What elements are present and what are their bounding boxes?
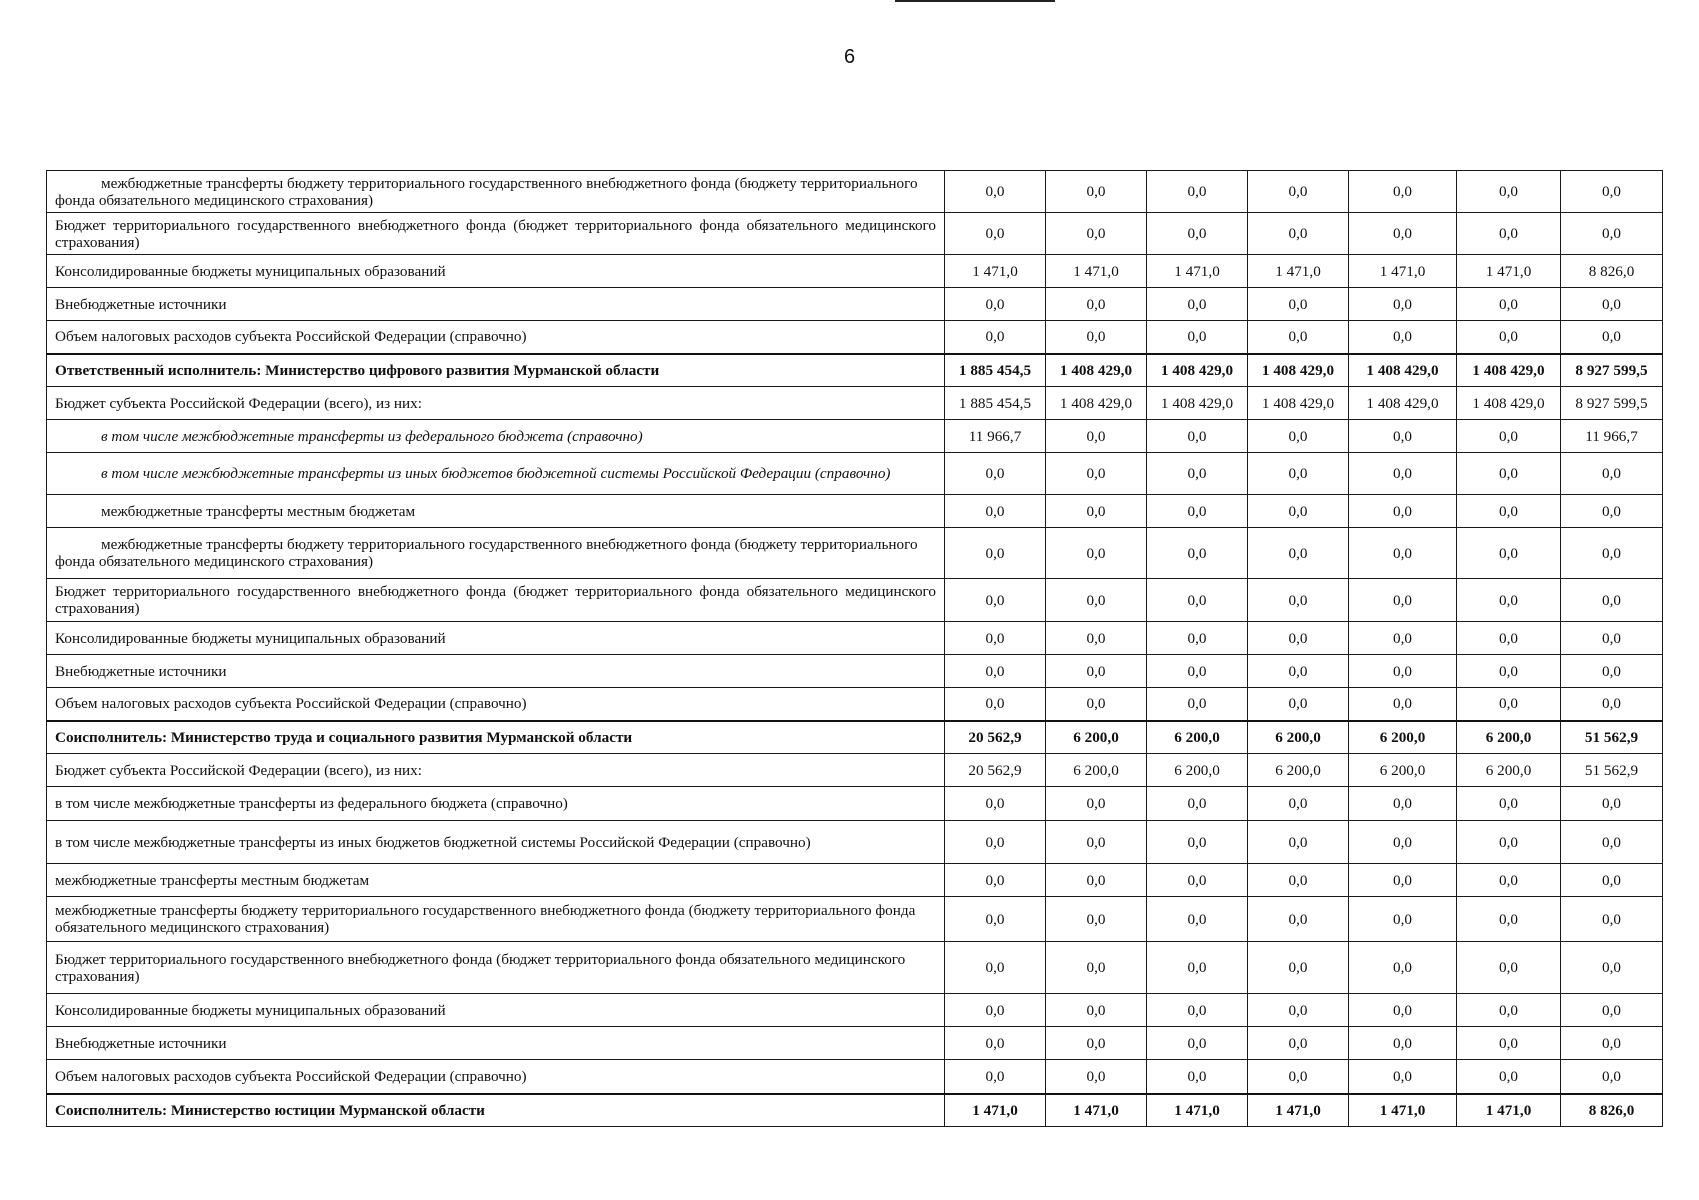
table-row: [47, 994, 1663, 1027]
row-label: Внебюджетные источники: [47, 1027, 945, 1060]
table-row: [47, 579, 1663, 622]
row-value-cell: 0,0: [1248, 864, 1349, 897]
row-value-cell: 0,0: [1457, 655, 1561, 688]
row-total-cell: 0,0: [1561, 213, 1663, 255]
row-value-cell: 0,0: [1248, 942, 1349, 994]
row-total-cell: 8 826,0: [1561, 255, 1663, 288]
row-label: в том числе межбюджетные трансферты из иных бюджетов бюджетной системы Российской Федерации (справочно): [47, 821, 945, 864]
row-value-cell: 1 408 429,0: [1046, 354, 1147, 387]
row-value-cell: 0,0: [1248, 213, 1349, 255]
row-value-cell: 0,0: [1046, 622, 1147, 655]
row-value-cell: 0,0: [945, 688, 1046, 721]
row-value-cell: 0,0: [945, 495, 1046, 528]
row-value-cell: 0,0: [1147, 897, 1248, 942]
row-value-cell: 0,0: [945, 821, 1046, 864]
row-value-cell: 1 408 429,0: [1248, 387, 1349, 420]
row-value-cell: 0,0: [1046, 321, 1147, 354]
row-value-cell: 0,0: [1046, 994, 1147, 1027]
page-number: 6: [843, 46, 856, 68]
row-value-cell: 0,0: [1248, 994, 1349, 1027]
row-value-cell: 0,0: [945, 897, 1046, 942]
row-total-cell: 0,0: [1561, 1060, 1663, 1094]
row-value-cell: 0,0: [1248, 171, 1349, 213]
row-value-cell: 0,0: [1248, 655, 1349, 688]
row-value-cell: 0,0: [1349, 453, 1457, 495]
table-row: [47, 288, 1663, 321]
row-value-cell: 1 408 429,0: [1349, 387, 1457, 420]
table-row: [47, 255, 1663, 288]
table-row: [47, 655, 1663, 688]
row-label: Соисполнитель: Министерство труда и социального развития Мурманской области: [47, 721, 945, 754]
table-row: [47, 528, 1663, 579]
table-row: [47, 688, 1663, 721]
row-value-cell: 0,0: [1147, 821, 1248, 864]
table-row: [47, 787, 1663, 821]
row-label: межбюджетные трансферты местным бюджетам: [47, 864, 945, 897]
budget-table: [46, 170, 1663, 1127]
row-value-cell: 0,0: [945, 622, 1046, 655]
row-value-cell: 0,0: [1046, 864, 1147, 897]
row-value-cell: 6 200,0: [1147, 754, 1248, 787]
row-value-cell: 0,0: [1147, 528, 1248, 579]
row-value-cell: 0,0: [1248, 688, 1349, 721]
row-value-cell: 6 200,0: [1457, 754, 1561, 787]
row-value-cell: 0,0: [1349, 622, 1457, 655]
row-value-cell: 0,0: [1248, 622, 1349, 655]
row-value-cell: 1 408 429,0: [1147, 387, 1248, 420]
row-value-cell: 1 885 454,5: [945, 354, 1046, 387]
row-value-cell: 0,0: [945, 864, 1046, 897]
row-value-cell: 0,0: [1457, 688, 1561, 721]
row-label: Внебюджетные источники: [47, 655, 945, 688]
row-value-cell: 0,0: [1248, 453, 1349, 495]
row-label: Бюджет субъекта Российской Федерации (всего), из них:: [47, 754, 945, 787]
row-value-cell: 0,0: [1457, 420, 1561, 453]
row-value-cell: 0,0: [1457, 453, 1561, 495]
row-value-cell: 0,0: [1248, 321, 1349, 354]
row-value-cell: 0,0: [1457, 579, 1561, 622]
row-value-cell: 0,0: [1046, 579, 1147, 622]
row-value-cell: 0,0: [1457, 622, 1561, 655]
table-row: [47, 321, 1663, 354]
row-value-cell: 0,0: [1147, 942, 1248, 994]
row-value-cell: 0,0: [1349, 897, 1457, 942]
row-value-cell: 0,0: [1147, 688, 1248, 721]
table-row: [47, 622, 1663, 655]
row-value-cell: 0,0: [945, 213, 1046, 255]
row-value-cell: 0,0: [1147, 655, 1248, 688]
row-value-cell: 0,0: [1248, 495, 1349, 528]
row-label: Бюджет субъекта Российской Федерации (всего), из них:: [47, 387, 945, 420]
row-value-cell: 0,0: [1349, 1060, 1457, 1094]
row-value-cell: 0,0: [1457, 495, 1561, 528]
row-label: Ответственный исполнитель: Министерство цифрового развития Мурманской области: [47, 354, 945, 387]
row-total-cell: 0,0: [1561, 453, 1663, 495]
row-total-cell: 0,0: [1561, 171, 1663, 213]
row-value-cell: 1 408 429,0: [1457, 354, 1561, 387]
row-value-cell: 1 471,0: [1349, 1094, 1457, 1127]
row-value-cell: 0,0: [1147, 495, 1248, 528]
row-value-cell: 0,0: [945, 994, 1046, 1027]
row-value-cell: 0,0: [1248, 288, 1349, 321]
row-value-cell: 0,0: [1046, 655, 1147, 688]
table-row: [47, 387, 1663, 420]
row-label: Бюджет территориального государственного внебюджетного фонда (бюджет территориального фонда обязательного медицинского страхования): [47, 942, 945, 994]
row-value-cell: 0,0: [1248, 1060, 1349, 1094]
row-total-cell: 8 826,0: [1561, 1094, 1663, 1127]
row-value-cell: 0,0: [1248, 1027, 1349, 1060]
row-total-cell: 0,0: [1561, 495, 1663, 528]
row-value-cell: 0,0: [1147, 579, 1248, 622]
row-label: в том числе межбюджетные трансферты из иных бюджетов бюджетной системы Российской Федерации (справочно): [47, 453, 945, 495]
row-value-cell: 1 471,0: [1046, 1094, 1147, 1127]
row-value-cell: 6 200,0: [1248, 721, 1349, 754]
row-value-cell: 1 408 429,0: [1147, 354, 1248, 387]
table-row: [47, 821, 1663, 864]
row-value-cell: 11 966,7: [945, 420, 1046, 453]
row-value-cell: 0,0: [1248, 528, 1349, 579]
table-row: [47, 213, 1663, 255]
row-total-cell: 51 562,9: [1561, 754, 1663, 787]
row-value-cell: 1 471,0: [1147, 1094, 1248, 1127]
row-value-cell: 0,0: [1349, 288, 1457, 321]
row-total-cell: 0,0: [1561, 787, 1663, 821]
row-value-cell: 1 408 429,0: [1248, 354, 1349, 387]
row-value-cell: 0,0: [1248, 420, 1349, 453]
row-label: Внебюджетные источники: [47, 288, 945, 321]
row-label: Консолидированные бюджеты муниципальных образований: [47, 622, 945, 655]
row-value-cell: 0,0: [1046, 942, 1147, 994]
row-value-cell: 0,0: [1046, 688, 1147, 721]
row-value-cell: 0,0: [1046, 495, 1147, 528]
row-value-cell: 0,0: [1046, 453, 1147, 495]
row-value-cell: 0,0: [1147, 1060, 1248, 1094]
row-value-cell: 1 471,0: [1349, 255, 1457, 288]
row-value-cell: 0,0: [1457, 528, 1561, 579]
row-value-cell: 6 200,0: [1349, 721, 1457, 754]
table-row: [47, 754, 1663, 787]
table-row: [47, 495, 1663, 528]
row-value-cell: 0,0: [1147, 994, 1248, 1027]
row-value-cell: 0,0: [1349, 1027, 1457, 1060]
row-value-cell: 0,0: [1147, 420, 1248, 453]
row-label: Объем налоговых расходов субъекта Российской Федерации (справочно): [47, 321, 945, 354]
row-value-cell: 1 408 429,0: [1349, 354, 1457, 387]
row-value-cell: 1 471,0: [1248, 255, 1349, 288]
row-value-cell: 0,0: [945, 787, 1046, 821]
row-total-cell: 0,0: [1561, 821, 1663, 864]
row-value-cell: 6 200,0: [1248, 754, 1349, 787]
row-value-cell: 0,0: [945, 1060, 1046, 1094]
row-label: межбюджетные трансферты местным бюджетам: [47, 495, 945, 528]
row-value-cell: 0,0: [1046, 1027, 1147, 1060]
row-value-cell: 0,0: [1349, 864, 1457, 897]
row-value-cell: 0,0: [1349, 321, 1457, 354]
row-value-cell: 0,0: [1248, 579, 1349, 622]
table-row: [47, 1027, 1663, 1060]
budget-table-body: [47, 171, 1663, 1127]
row-label: Консолидированные бюджеты муниципальных образований: [47, 255, 945, 288]
row-total-cell: 0,0: [1561, 579, 1663, 622]
table-row: [47, 354, 1663, 387]
row-total-cell: 11 966,7: [1561, 420, 1663, 453]
row-value-cell: 6 200,0: [1147, 721, 1248, 754]
row-total-cell: 0,0: [1561, 994, 1663, 1027]
row-value-cell: 0,0: [1349, 495, 1457, 528]
row-value-cell: 0,0: [1046, 171, 1147, 213]
row-value-cell: 1 471,0: [1248, 1094, 1349, 1127]
row-value-cell: 0,0: [1147, 453, 1248, 495]
row-label: Консолидированные бюджеты муниципальных образований: [47, 994, 945, 1027]
row-value-cell: 0,0: [1457, 1060, 1561, 1094]
row-label: Соисполнитель: Министерство юстиции Мурманской области: [47, 1094, 945, 1127]
row-value-cell: 0,0: [1349, 942, 1457, 994]
row-value-cell: 0,0: [1457, 897, 1561, 942]
row-total-cell: 0,0: [1561, 864, 1663, 897]
row-value-cell: 0,0: [1349, 688, 1457, 721]
row-value-cell: 0,0: [1147, 864, 1248, 897]
row-value-cell: 0,0: [1349, 579, 1457, 622]
row-value-cell: 6 200,0: [1046, 754, 1147, 787]
table-row: [47, 864, 1663, 897]
row-value-cell: 0,0: [1046, 528, 1147, 579]
row-value-cell: 0,0: [1349, 420, 1457, 453]
row-value-cell: 0,0: [1147, 1027, 1248, 1060]
row-value-cell: 0,0: [1349, 655, 1457, 688]
row-label: межбюджетные трансферты бюджету территориального государственного внебюджетного фонда (бюджету территориального фонда обязательного медицинского страхования): [47, 897, 945, 942]
row-total-cell: 0,0: [1561, 288, 1663, 321]
row-value-cell: 0,0: [1248, 821, 1349, 864]
row-value-cell: 0,0: [1147, 288, 1248, 321]
row-value-cell: 0,0: [1147, 321, 1248, 354]
row-value-cell: 0,0: [1457, 171, 1561, 213]
row-value-cell: 0,0: [945, 579, 1046, 622]
row-value-cell: 0,0: [1147, 787, 1248, 821]
row-value-cell: 6 200,0: [1349, 754, 1457, 787]
row-total-cell: 51 562,9: [1561, 721, 1663, 754]
row-total-cell: 8 927 599,5: [1561, 387, 1663, 420]
row-value-cell: 0,0: [1147, 171, 1248, 213]
row-value-cell: 1 471,0: [1046, 255, 1147, 288]
table-row: [47, 420, 1663, 453]
table-row: [47, 897, 1663, 942]
row-total-cell: 0,0: [1561, 1027, 1663, 1060]
row-value-cell: 0,0: [945, 321, 1046, 354]
row-value-cell: 0,0: [1046, 213, 1147, 255]
row-value-cell: 0,0: [945, 655, 1046, 688]
row-value-cell: 0,0: [1349, 171, 1457, 213]
row-value-cell: 0,0: [1046, 821, 1147, 864]
row-value-cell: 0,0: [1046, 288, 1147, 321]
row-label: в том числе межбюджетные трансферты из федерального бюджета (справочно): [47, 420, 945, 453]
table-row: [47, 453, 1663, 495]
row-value-cell: 0,0: [1147, 622, 1248, 655]
row-value-cell: 0,0: [1046, 897, 1147, 942]
row-label: Объем налоговых расходов субъекта Российской Федерации (справочно): [47, 1060, 945, 1094]
row-value-cell: 0,0: [1349, 994, 1457, 1027]
row-total-cell: 0,0: [1561, 688, 1663, 721]
row-value-cell: 0,0: [945, 1027, 1046, 1060]
row-value-cell: 0,0: [1457, 1027, 1561, 1060]
table-row: [47, 942, 1663, 994]
table-row: [47, 721, 1663, 754]
row-value-cell: 0,0: [1046, 787, 1147, 821]
row-value-cell: 0,0: [1457, 321, 1561, 354]
row-value-cell: 20 562,9: [945, 754, 1046, 787]
row-total-cell: 8 927 599,5: [1561, 354, 1663, 387]
row-value-cell: 6 200,0: [1457, 721, 1561, 754]
row-value-cell: 6 200,0: [1046, 721, 1147, 754]
row-value-cell: 0,0: [1046, 1060, 1147, 1094]
row-value-cell: 0,0: [1349, 821, 1457, 864]
table-row: [47, 1094, 1663, 1127]
row-value-cell: 1 471,0: [1457, 1094, 1561, 1127]
row-label: в том числе межбюджетные трансферты из федерального бюджета (справочно): [47, 787, 945, 821]
top-rule: [895, 0, 1055, 2]
row-value-cell: 0,0: [1457, 821, 1561, 864]
row-value-cell: 0,0: [1248, 787, 1349, 821]
row-label: межбюджетные трансферты бюджету территориального государственного внебюджетного фонда (бюджету территориального фонда обязательного медицинского страхования): [47, 171, 945, 213]
row-value-cell: 0,0: [1349, 528, 1457, 579]
row-value-cell: 0,0: [1147, 213, 1248, 255]
row-value-cell: 1 408 429,0: [1046, 387, 1147, 420]
table-row: [47, 171, 1663, 213]
row-value-cell: 0,0: [945, 453, 1046, 495]
row-label: Объем налоговых расходов субъекта Российской Федерации (справочно): [47, 688, 945, 721]
row-value-cell: 0,0: [1457, 864, 1561, 897]
row-value-cell: 0,0: [1457, 213, 1561, 255]
row-value-cell: 20 562,9: [945, 721, 1046, 754]
row-value-cell: 0,0: [1457, 288, 1561, 321]
row-value-cell: 1 885 454,5: [945, 387, 1046, 420]
row-value-cell: 0,0: [1349, 787, 1457, 821]
row-value-cell: 0,0: [945, 528, 1046, 579]
row-label: межбюджетные трансферты бюджету территориального государственного внебюджетного фонда (бюджету территориального фонда обязательного медицинского страхования): [47, 528, 945, 579]
row-total-cell: 0,0: [1561, 655, 1663, 688]
row-value-cell: 0,0: [1349, 213, 1457, 255]
row-value-cell: 0,0: [1457, 787, 1561, 821]
row-value-cell: 1 471,0: [1147, 255, 1248, 288]
row-value-cell: 0,0: [945, 288, 1046, 321]
row-value-cell: 1 471,0: [1457, 255, 1561, 288]
row-value-cell: 0,0: [945, 171, 1046, 213]
row-label: Бюджет территориального государственного внебюджетного фонда (бюджет территориального фонда обязательного медицинского страхования): [47, 213, 945, 255]
row-total-cell: 0,0: [1561, 897, 1663, 942]
row-total-cell: 0,0: [1561, 321, 1663, 354]
row-label: Бюджет территориального государственного внебюджетного фонда (бюджет территориального фонда обязательного медицинского страхования): [47, 579, 945, 622]
row-value-cell: 0,0: [1457, 994, 1561, 1027]
row-value-cell: 0,0: [1248, 897, 1349, 942]
row-value-cell: 0,0: [1457, 942, 1561, 994]
row-value-cell: 1 471,0: [945, 1094, 1046, 1127]
row-total-cell: 0,0: [1561, 942, 1663, 994]
row-value-cell: 0,0: [945, 942, 1046, 994]
row-total-cell: 0,0: [1561, 528, 1663, 579]
row-value-cell: 0,0: [1046, 420, 1147, 453]
table-row: [47, 1060, 1663, 1094]
row-value-cell: 1 408 429,0: [1457, 387, 1561, 420]
row-value-cell: 1 471,0: [945, 255, 1046, 288]
row-total-cell: 0,0: [1561, 622, 1663, 655]
